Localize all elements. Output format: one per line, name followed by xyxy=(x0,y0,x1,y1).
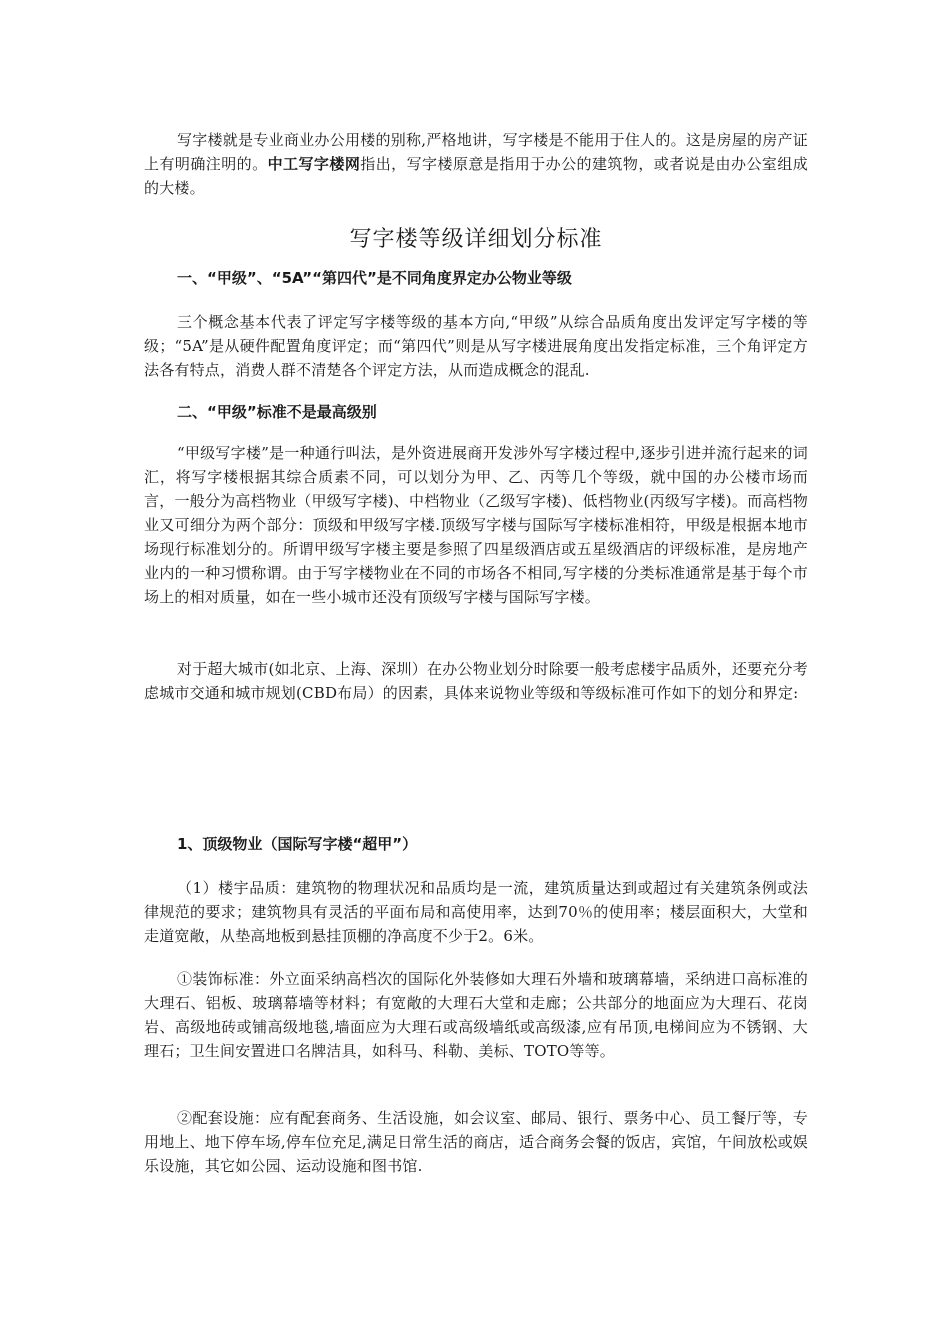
section2-heading: 二、“甲级”标准不是最高级别 xyxy=(177,403,377,421)
section3-item-1: （1）楼宇品质：建筑物的物理状况和品质均是一流，建筑质量达到或超过有关建筑条例或法律规范的要求；建筑物具有灵活的平面布局和高使用率，达到70％的使用率；楼层面积大，大堂和走道宽敞，从垫高地板到悬挂顶棚的净高度不少于2。6米。 xyxy=(144,879,808,945)
section3-item-3: ②配套设施：应有配套商务、生活设施，如会议室、邮局、银行、票务中心、员工餐厅等，专用地上、地下停车场,停车位充足,满足日常生活的商店，适合商务会餐的饭店，宾馆，午间放松或娱乐设施，其它如公园、运动设施和图书馆. xyxy=(144,1109,808,1175)
intro-paragraph xyxy=(144,128,808,200)
section3-heading: 1、顶级物业（国际写字楼“超甲”） xyxy=(177,835,418,853)
intro-text-after: 指出，写字楼原意是指用于办公的建筑物，或者说是由办公室组成的大楼。 xyxy=(144,155,808,197)
intro-bold-source: 中工写字楼网 xyxy=(267,155,361,173)
intro-text-before: 写字楼就是专业商业办公用楼的别称,严格地讲，写字楼是不能用于住人的。这是房屋的房产证上有明确注明的。 xyxy=(144,131,808,173)
section1-heading: 一、“甲级”、“5A”“第四代”是不同角度界定办公物业等级 xyxy=(177,269,572,287)
section1-paragraph: 三个概念基本代表了评定写字楼等级的基本方向,“甲级”从综合品质角度出发评定写字楼的等级；“5A”是从硬件配置角度评定；而“第四代”则是从写字楼进展角度出发指定标准，三个角评定方法各有特点，消费人群不清楚各个评定方法，从而造成概念的混乱. xyxy=(144,313,808,379)
section2-paragraph-1: “甲级写字楼”是一种通行叫法，是外资进展商开发涉外写字楼过程中,逐步引进并流行起来的词汇，将写字楼根据其综合质素不同，可以划分为甲、乙、丙等几个等级，就中国的办公楼市场而言，一般分为高档物业（甲级写字楼)、中档物业（乙级写字楼)、低档物业(丙级写字楼)。而高档物业又可细分为两个部分：顶级和甲级写字楼.顶级写字楼与国际写字楼标准相符，甲级是根据本地市场现行标准划分的。所谓甲级写字楼主要是参照了四星级酒店或五星级酒店的评级标准，是房地产业内的一种习惯称谓。由于写字楼物业在不同的市场各不相同,写字楼的分类标准通常是基于每个市场上的相对质量，如在一些小城市还没有顶级写字楼与国际写字楼。 xyxy=(144,444,808,606)
section2-paragraph-2: 对于超大城市(如北京、上海、深圳）在办公物业划分时除要一般考虑楼宇品质外，还要充分考虑城市交通和城市规划(CBD布局）的因素，具体来说物业等级和等级标准可作如下的划分和界定: xyxy=(144,660,808,702)
section3-item-2: ①装饰标准：外立面采纳高档次的国际化外装修如大理石外墙和玻璃幕墙，采纳进口高标准的大理石、铝板、玻璃幕墙等材料；有宽敞的大理石大堂和走廊；公共部分的地面应为大理石、花岗岩、高级地砖或铺高级地毯,墙面应为大理石或高级墙纸或高级漆,应有吊顶,电梯间应为不锈钢、大理石；卫生间安置进口名牌洁具，如科马、科勒、美标、TOTO等等。 xyxy=(144,970,808,1060)
document-title: 写字楼等级详细划分标准 xyxy=(349,227,603,252)
